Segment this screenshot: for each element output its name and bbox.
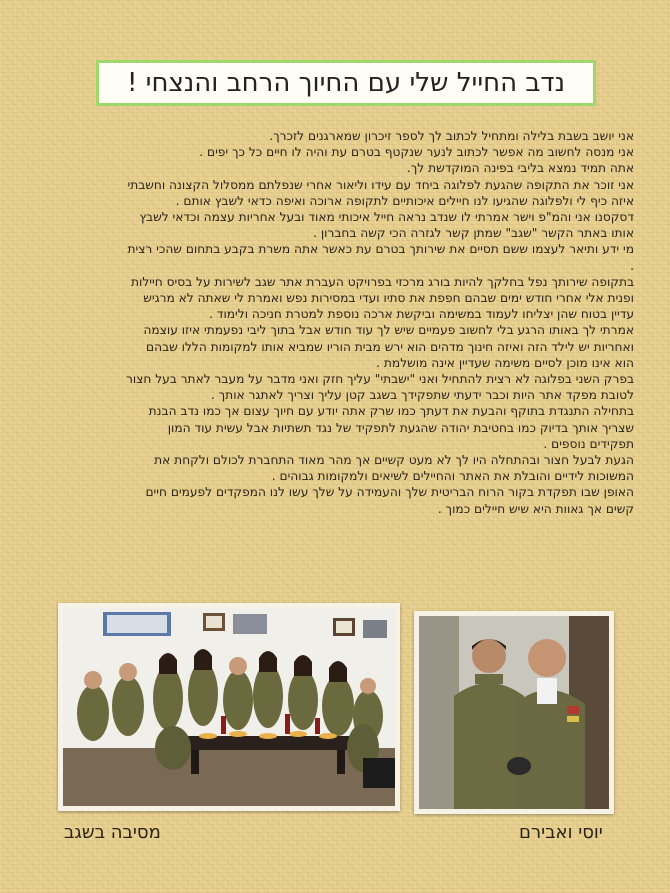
letter-line: האופן שבו תפקדת בקור הרוח הבריטית שלך והעמידה על שלך עשו לנו המפקדים לפעמים חיים (145, 485, 634, 500)
letter-line: תפקידים נוספים . (543, 436, 634, 451)
letter-line: עדיין בטוח שהן יצליחו לעמוד במשימה וביקשת ארכה נוספת למטרת חניכה ולימוד . (209, 307, 634, 322)
letter-line: הוא אינו מוכן לסיים משימה שעדיין אינה מושלמת . (376, 355, 634, 370)
page-title: נדב החייל שלי עם החיוך הרחב והנצחי ! (126, 68, 566, 98)
letter-line: בתחילה התנגדת בתוקף והבעת את דעתך כמו שרק אתה יודע עם חיוך עצום אך כמו נדב הבנת (148, 404, 634, 419)
letter-line: מי ידע ותיאר לעצמו ששם תסיים את שירותך בטרם עת כאשר אתה משרת בקבע בתחום שהכי רצית (127, 242, 634, 257)
letter-line: קשים אך גאוות היא שיש חיילים כמוך . (437, 501, 634, 516)
letter-line: אני מנסה לחשוב מה אפשר לכתוב לנער שנקטף בטרם עת והיה לו חיים כל כך יפים . (199, 145, 634, 160)
letter-line: הגעת לבעל חצור ובהתחלה היו לך לא מעט קשיים אך מהר מאוד התחברת לכולם ולקחת את (154, 453, 634, 468)
letter-line: . (630, 258, 634, 273)
caption-soldiers: יוסי ואבירם (519, 822, 603, 843)
letter-line: בתקופה שירותך נפל בחלקך להיות בורג מרכזי בפרויקט העברת אתר שגב לשירות על בסיס חיילות (131, 274, 634, 289)
soldiers-photo-illustration (419, 616, 609, 809)
letter-line: ואחריות יש לילד הזה ואיזה חינוך מדהים הוא ירש מבית הוריו שמביא אותו למקומות הללו שבהם (146, 339, 634, 354)
letter-line: אותו באתר הקשר "שגב" שמתן קשר לגזרה הכי קשה בחברון . (313, 226, 634, 241)
letter-body (36, 128, 634, 517)
letter-line: אני זוכר את התקופה שהגעת לפלוגה ביחד עם עידו וליאור אחרי שנפלתם ממסלול הקצונה וחשבתי (127, 177, 634, 192)
letter-line: איזה כיף לי ולפלוגה שהגיעו לנו חיילים איכותיים לתקופה ארוכה ואיפה כדאי לשבץ אותם . (175, 193, 634, 208)
letter-line: בפרק השני בפלוגה לא רצית להתחיל ואני "ישבתי" עליך חזק ואני מדבר על מעבר לאתר בעל חצור (125, 372, 634, 387)
letter-line: ופנית אלי אחרי חודש ימים שבהם חפפת את סתיו ועדי במסירות נפש ואמרת לי שאתה לא מרגיש (143, 291, 634, 306)
party-photo-illustration (63, 608, 395, 806)
page-title-box (96, 60, 596, 106)
letter-line: המשוכות לידיים והובלת את האתר והחיילים לשיאים ולמקומות גבוהים . (271, 469, 634, 484)
letter-line: אמרתי לך באותו הרגע בלי לחשוב פעמיים שיש לך עוד חודש אבל בתוך ליבי נפעמתי איזו עוצמה (143, 323, 634, 338)
party-photo (58, 603, 400, 811)
letter-line: אתה תמיד נמצא בליבי בפינה המוקדשת לך. (406, 161, 634, 176)
soldiers-photo (414, 611, 614, 814)
caption-party: מסיבה בשגב (64, 822, 161, 843)
letter-line: שצריך אותך בדיוק כמו בחטיבת יהודה שהגעת לתפקיד של נגד תשתיות אבל עשית עוד המון (167, 420, 634, 435)
letter-line: אני יושב בשבת בלילה ומתחיל לכתוב לך לספר זיכרון שמארגנים לזכרך. (269, 129, 634, 143)
letter-line: לטובת מפקד אתר היות וכבר ידעתי שתפקידך בשגב קטן עליך וצריך לאתגר אותך . (210, 388, 634, 403)
letter-line: דסקסנו אני והמ"פ וישר אמרתי לו שנדב נראה חייל איכותי מאוד ובעל אחריות עצמה וכדאי לשבץ (139, 210, 634, 225)
